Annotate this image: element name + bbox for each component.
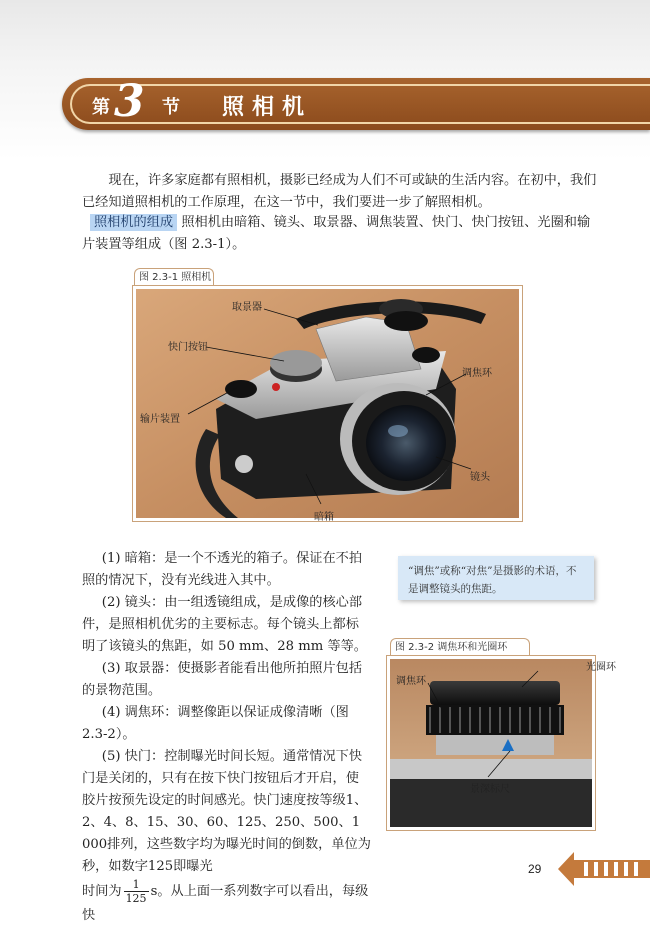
fraction-numerator: 1 bbox=[124, 878, 149, 892]
page-arrow-icon bbox=[558, 852, 650, 886]
label-dof-scale: 景深标尺 bbox=[470, 784, 510, 795]
items-column bbox=[82, 548, 372, 927]
label-viewfinder: 取景器 bbox=[232, 302, 262, 313]
parts-paragraph bbox=[82, 212, 602, 256]
item-dark-box: (1) 暗箱：是一个不透光的箱子。保证在不拍照的情况下，没有光线进入其中。 bbox=[82, 551, 363, 588]
section-header-border bbox=[70, 84, 650, 124]
figure1-caption: 图 2.3-1 照相机 bbox=[134, 268, 214, 286]
item-focus-ring: (4) 调焦环：调整像距以保证成像清晰（图2.3-2）。 bbox=[82, 705, 349, 742]
label-aperture-ring: 光圈环 bbox=[586, 662, 616, 673]
label-focus-ring-2: 调焦环 bbox=[396, 676, 426, 687]
parts-text: 照相机由暗箱、镜头、取景器、调焦装置、快门、快门按钮、光圈和输片装置等组成（图 2.3-1）。 bbox=[82, 215, 591, 252]
page-number: 29 bbox=[528, 862, 542, 876]
item-shutter: (5) 快门：控制曝光时间长短。通常情况下快门是关闭的，只有在按下快门按钮后才开启，使胶片按预先设定的时间感光。快门速度按等级1、2、4、8、15、30、60、125、250、500、1 000排列，这些数字均为曝光时间的倒数，单位为秒，如数字125即曝光 bbox=[82, 749, 371, 874]
shutter-time-suffix: s。从上面一系列数字可以看出，每级快 bbox=[82, 884, 369, 923]
figure2-caption: 图 2.3-2 调焦环和光圈环 bbox=[390, 638, 530, 656]
camera-photo bbox=[136, 289, 519, 518]
label-film-advance: 输片装置 bbox=[140, 414, 180, 425]
label-lens: 镜头 bbox=[470, 472, 490, 483]
label-dark-box: 暗箱 bbox=[314, 512, 334, 523]
section-number: 3 bbox=[114, 76, 145, 127]
intro-paragraph: 现在，许多家庭都有照相机，摄影已经成为人们不可或缺的生活内容。在初中，我们已经知道照相机的工作原理，在这一节中，我们要进一步了解照相机。 bbox=[82, 173, 597, 210]
item-lens: (2) 镜头：由一组透镜组成，是成像的核心部件，是照相机优劣的主要标志。每个镜头上都标明了该镜头的焦距，如 50 mm、28 mm 等等。 bbox=[82, 595, 367, 654]
side-note: “调焦”或称“对焦”是摄影的术语，不是调整镜头的焦距。 bbox=[398, 556, 594, 600]
label-focus-ring: 调焦环 bbox=[462, 368, 492, 379]
section-suffix: 节 bbox=[162, 97, 180, 118]
section-prefix: 第 bbox=[92, 97, 110, 118]
item-viewfinder: (3) 取景器：使摄影者能看出他所拍照片包括的景物范围。 bbox=[82, 661, 363, 698]
section-title: 照相机 bbox=[222, 95, 313, 120]
fraction-denominator: 125 bbox=[125, 892, 147, 905]
parts-heading: 照相机的组成 bbox=[90, 214, 177, 231]
fraction bbox=[124, 878, 149, 905]
label-shutter-button: 快门按钮 bbox=[168, 342, 208, 353]
shutter-time-prefix: 时间为 bbox=[82, 884, 122, 899]
